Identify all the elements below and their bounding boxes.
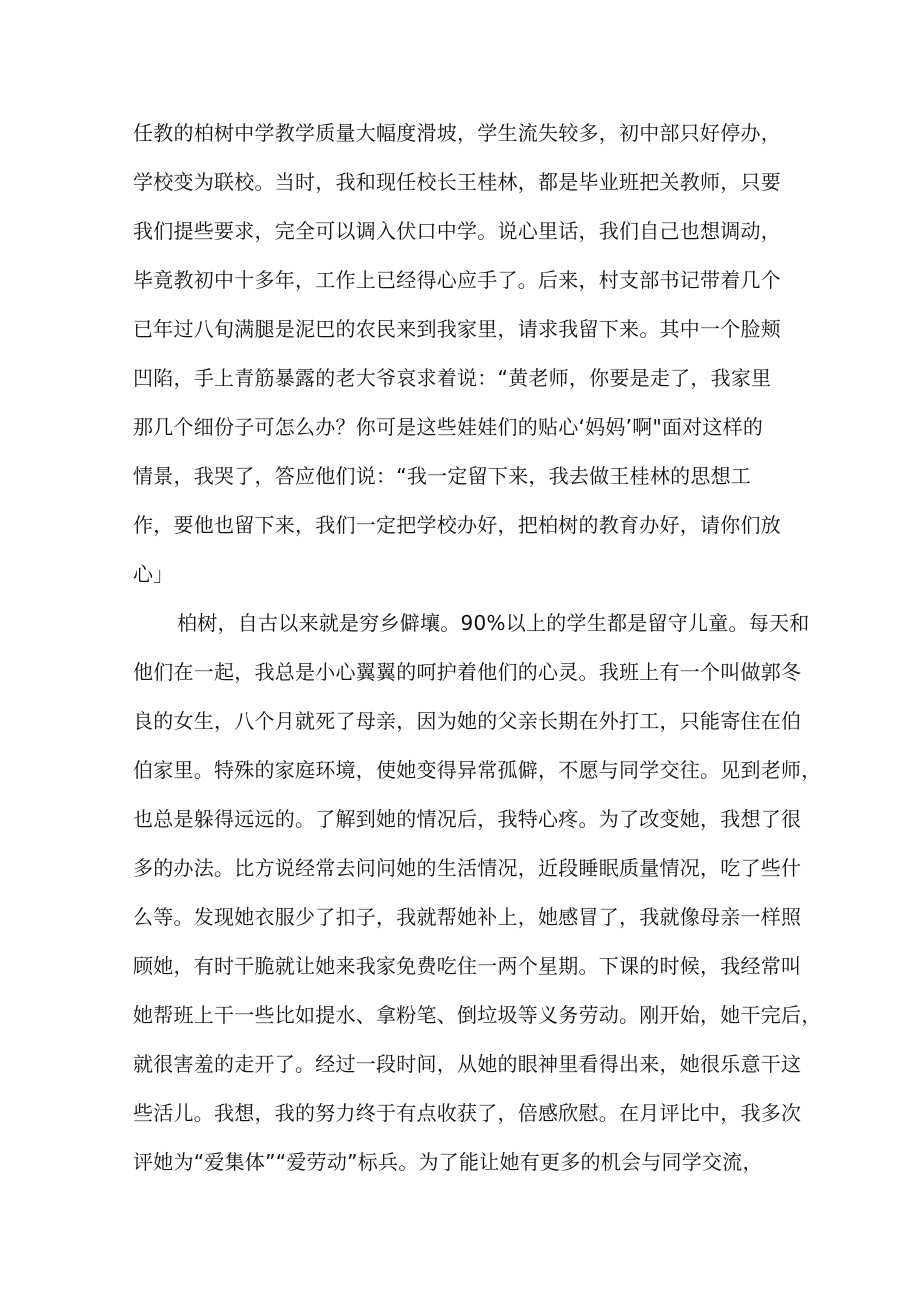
text-line: 已年过八旬满腿是泥巴的农民来到我家里，请求我留下来。其中一个脸颊	[133, 317, 781, 341]
text-line: 伯家里。特殊的家庭环境，使她变得异常孤僻，不愿与同学交往。见到老师，	[133, 758, 822, 782]
text-line: 评她为“爱集体”“爱劳动”标兵。为了能让她有更多的机会与同学交流，	[133, 1150, 763, 1174]
text-line: 作，要他也留下来，我们一定把学校办好，把柏树的教育办好，请你们放	[133, 513, 781, 537]
text-line: 我们提些要求，完全可以调入伏口中学。说心里话，我们自己也想调动，	[133, 219, 781, 243]
text-line: 情景，我哭了，答应他们说：“我一定留下来，我去做王桂林的思想工	[133, 464, 752, 488]
text-line: 任教的柏树中学教学质量大幅度滑坡，学生流失较多，初中部只好停办，	[133, 121, 781, 145]
text-line: 那几个细份子可怎么办？你可是这些娃娃们的贴心‘妈妈’啊"面对这样的	[133, 415, 764, 439]
text-line: 心」	[133, 562, 174, 586]
text-line: 柏树，自古以来就是穷乡僻壤。90%以上的学生都是留守儿童。每天和	[177, 611, 810, 635]
text-line: 他们在一起，我总是小心翼翼的呵护着他们的心灵。我班上有一个叫做郭冬	[133, 660, 802, 684]
text-line: 学校变为联校。当时，我和现任校长王桂林，都是毕业班把关教师，只要	[133, 170, 781, 194]
text-line: 毕竟教初中十多年，工作上已经得心应手了。后来，村支部书记带着几个	[133, 268, 781, 292]
text-line: 多的办法。比方说经常去问问她的生活情况，近段睡眠质量情况，吃了些什	[133, 856, 802, 880]
text-line: 也总是躲得远远的。了解到她的情况后，我特心疼。为了改变她，我想了很	[133, 807, 802, 831]
text-line: 顾她，有时干脆就让她来我家免费吃住一两个星期。下课的时候，我经常叫	[133, 954, 802, 978]
text-line: 些活儿。我想，我的努力终于有点收获了，倍感欣慰。在月评比中，我多次	[133, 1101, 802, 1125]
text-line: 么等。发现她衣服少了扣子，我就帮她补上，她感冒了，我就像母亲一样照	[133, 905, 802, 929]
text-line: 就很害羞的走开了。经过一段时间，从她的眼神里看得出来，她很乐意干这	[133, 1052, 802, 1076]
text-line: 她帮班上干一些比如提水、拿粉笔、倒垃圾等义务劳动。刚开始，她干完后，	[133, 1003, 822, 1027]
text-line: 凹陷，手上青筋暴露的老大爷哀求着说：“黄老师，你要是走了，我家里	[133, 366, 772, 390]
text-line: 良的女生，八个月就死了母亲，因为她的父亲长期在外打工，只能寄住在伯	[133, 709, 802, 733]
